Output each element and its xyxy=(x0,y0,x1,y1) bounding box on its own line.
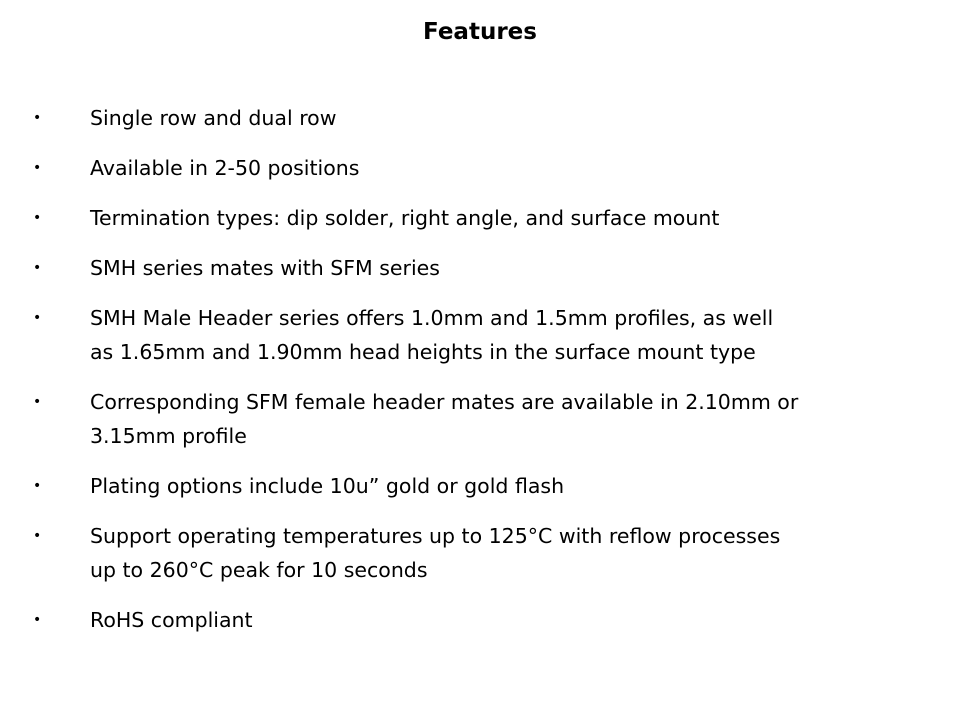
list-item xyxy=(0,101,960,135)
list-item-text xyxy=(90,385,930,453)
list-item-text xyxy=(90,469,930,503)
bullet-icon: • xyxy=(33,260,42,276)
list-item xyxy=(0,469,960,503)
list-item-line: RoHS compliant xyxy=(90,608,253,632)
list-item-line: Available in 2-50 positions xyxy=(90,156,360,180)
list-item-text xyxy=(90,201,930,235)
bullet-icon: • xyxy=(33,110,42,126)
list-item xyxy=(0,301,960,369)
list-item-line: Corresponding SFM female header mates are available in 2.10mm or xyxy=(90,390,799,414)
list-item-line: SMH Male Header series offers 1.0mm and 1.5mm profiles, as well xyxy=(90,306,774,330)
list-item-text xyxy=(90,301,930,369)
slide-title: Features xyxy=(423,19,537,45)
list-item xyxy=(0,519,960,587)
list-item xyxy=(0,251,960,285)
list-item-line: Support operating temperatures up to 125°C with reflow processes xyxy=(90,524,781,548)
bullet-icon: • xyxy=(33,160,42,176)
list-item-line: Single row and dual row xyxy=(90,106,337,130)
list-item xyxy=(0,151,960,185)
feature-list xyxy=(0,101,960,653)
bullet-icon: • xyxy=(33,210,42,226)
bullet-icon: • xyxy=(33,528,42,544)
bullet-icon: • xyxy=(33,612,42,628)
list-item-text xyxy=(90,101,930,135)
list-item xyxy=(0,201,960,235)
list-item-text xyxy=(90,519,930,587)
list-item xyxy=(0,603,960,637)
list-item-line: SMH series mates with SFM series xyxy=(90,256,440,280)
list-item-line: as 1.65mm and 1.90mm head heights in the surface mount type xyxy=(90,340,756,364)
list-item-text xyxy=(90,603,930,637)
bullet-icon: • xyxy=(33,394,42,410)
list-item-line: Plating options include 10u” gold or gold flash xyxy=(90,474,565,498)
list-item-line: Termination types: dip solder, right angle, and surface mount xyxy=(90,206,720,230)
list-item xyxy=(0,385,960,453)
list-item-text xyxy=(90,151,930,185)
list-item-line: up to 260°C peak for 10 seconds xyxy=(90,558,428,582)
list-item-line: 3.15mm profile xyxy=(90,424,247,448)
list-item-text xyxy=(90,251,930,285)
bullet-icon: • xyxy=(33,310,42,326)
bullet-icon: • xyxy=(33,478,42,494)
